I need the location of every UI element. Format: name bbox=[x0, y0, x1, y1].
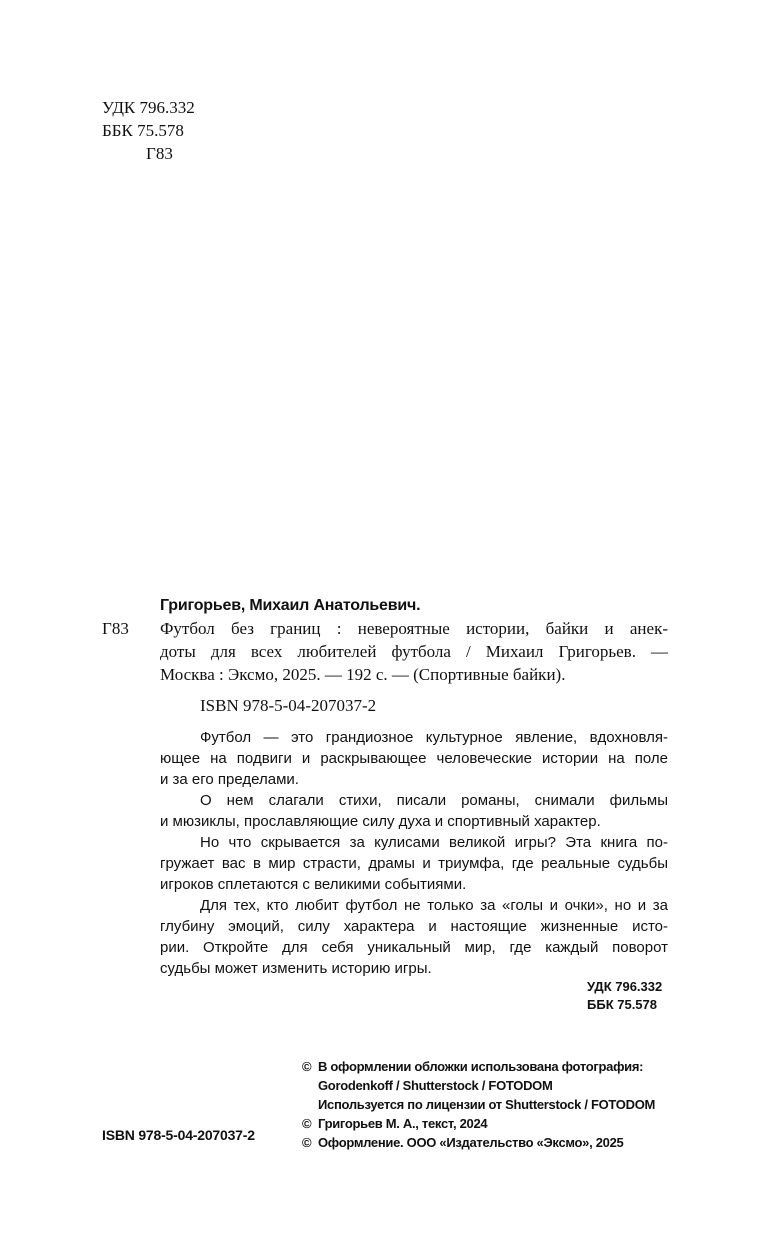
copyright-photo-license: Используется по лицензии от Shutterstock / FOTODOM bbox=[318, 1097, 656, 1112]
annotation-line: рии. Откройте для себя уникальный мир, где каждый поворот bbox=[160, 939, 668, 956]
annotation-line: судьбы может изменить историю игры. bbox=[160, 960, 432, 977]
annotation-line: Для тех, кто любит футбол не только за «голы и очки», но и за bbox=[200, 897, 668, 914]
bbk-code: ББК 75.578 bbox=[587, 997, 657, 1012]
annotation-line: игроков сплетаются с великими событиями. bbox=[160, 876, 467, 893]
biblio-line: доты для всех любителей футбола / Михаил Григорьев. — bbox=[160, 642, 668, 661]
udk-code: УДК 796.332 bbox=[102, 98, 195, 117]
annotation-line: ющее на подвиги и раскрывающее человеческие истории на поле bbox=[160, 750, 668, 767]
bbk-code: ББК 75.578 bbox=[102, 121, 184, 140]
isbn-bottom: ISBN 978-5-04-207037-2 bbox=[102, 1127, 255, 1143]
isbn-record: ISBN 978-5-04-207037-2 bbox=[200, 696, 377, 715]
copyright-symbol: © bbox=[302, 1116, 312, 1131]
biblio-line: Москва : Эксмо, 2025. — 192 с. — (Спортивные байки). bbox=[160, 665, 566, 684]
annotation-line: глубину эмоций, силу характера и настоящие жизненные исто- bbox=[160, 918, 668, 935]
biblio-line: Футбол без границ : невероятные истории, байки и анек- bbox=[160, 619, 668, 638]
annotation-line: и за его пределами. bbox=[160, 771, 299, 788]
top-classification-codes bbox=[102, 96, 195, 165]
udk-code: УДК 796.332 bbox=[587, 979, 663, 994]
copyright-block bbox=[302, 1057, 655, 1152]
author-sign-margin: Г83 bbox=[102, 619, 129, 638]
copyright-symbol: © bbox=[302, 1059, 312, 1074]
bibliographic-description bbox=[160, 617, 668, 686]
copyright-text-line: Григорьев М. А., текст, 2024 bbox=[318, 1116, 488, 1131]
annotation-line: и мюзиклы, прославляющие силу духа и спортивный характер. bbox=[160, 813, 601, 830]
annotation bbox=[160, 727, 668, 979]
annotation-line: Но что скрывается за кулисами великой игры? Эта книга по- bbox=[200, 834, 668, 851]
copyright-photo-line: В оформлении обложки использована фотография: bbox=[318, 1059, 644, 1074]
annotation-line: Футбол — это грандиозное культурное явление, вдохновля- bbox=[200, 729, 668, 746]
bottom-classification-codes bbox=[587, 978, 662, 1014]
author-heading: Григорьев, Михаил Анатольевич. bbox=[160, 597, 421, 614]
copyright-symbol: © bbox=[302, 1135, 312, 1150]
annotation-line: О нем слагали стихи, писали романы, снимали фильмы bbox=[200, 792, 668, 809]
annotation-line: гружает вас в мир страсти, драмы и триумфа, где реальные судьбы bbox=[160, 855, 668, 872]
author-sign: Г83 bbox=[146, 144, 173, 163]
copyright-photo-credit: Gorodenkoff / Shutterstock / FOTODOM bbox=[318, 1078, 553, 1093]
copyright-design-line: Оформление. ООО «Издательство «Эксмо», 2025 bbox=[318, 1135, 624, 1150]
